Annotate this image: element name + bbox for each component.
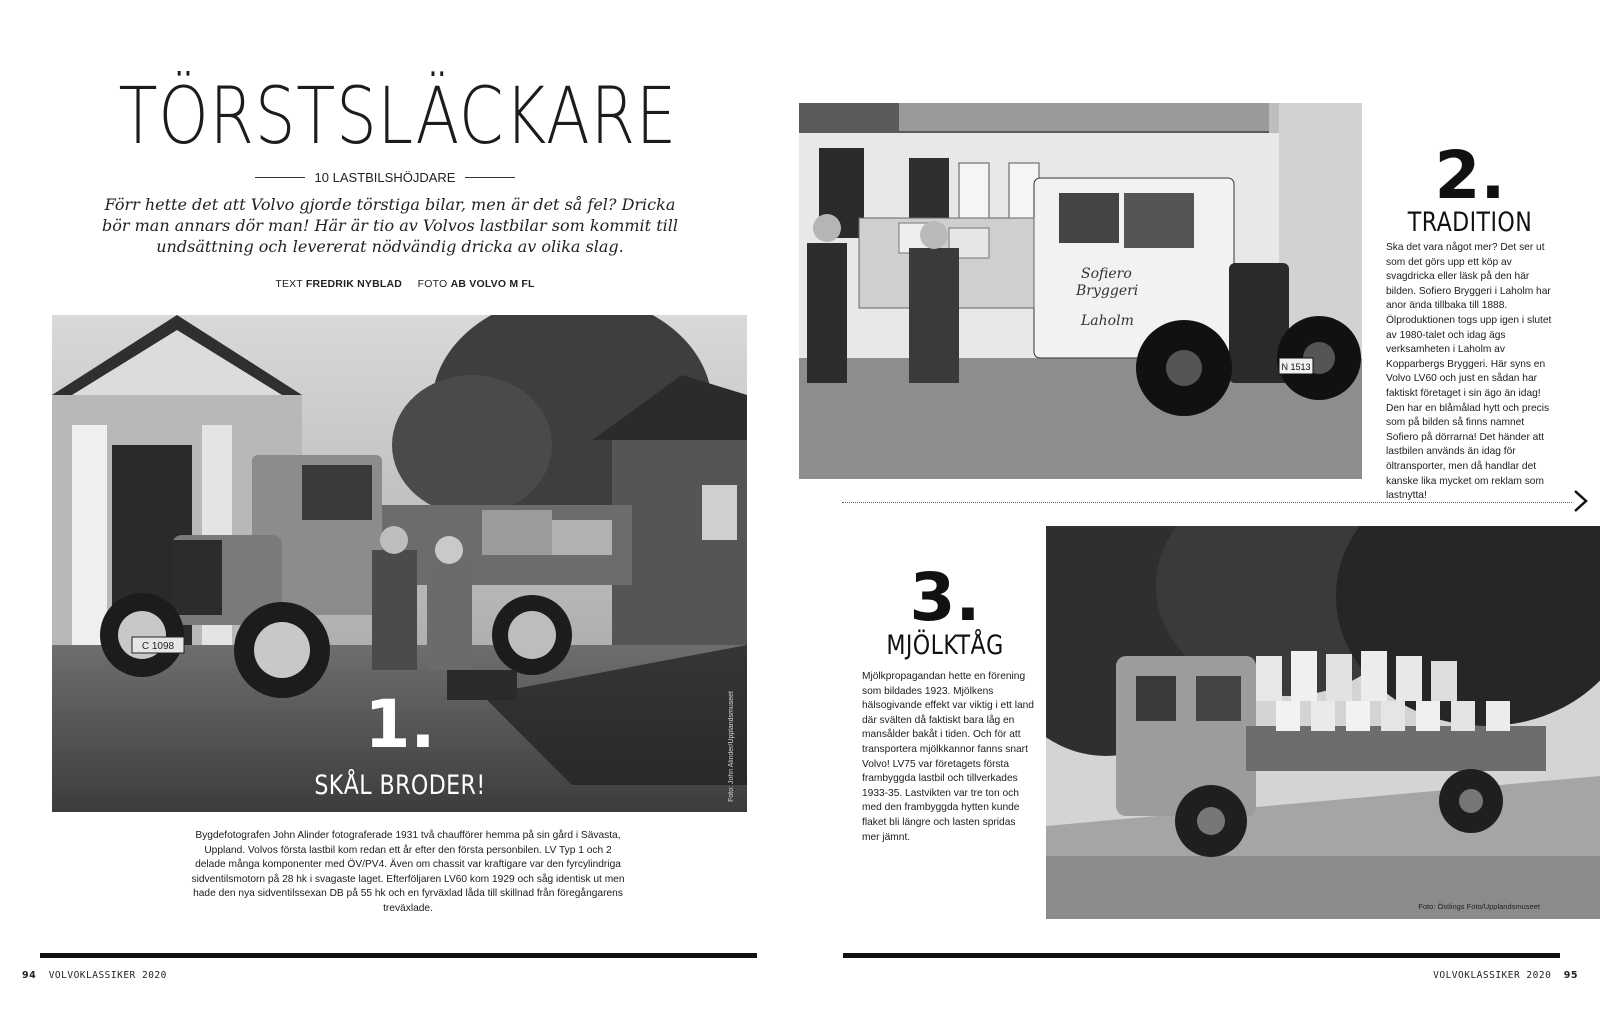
kicker-rule-left [255,177,305,178]
item-2-body: Ska det vara något mer? Det ser ut som det görs upp ett köp av svagdricka eller läsk på den här bilden. Sofiero Bryggeri i Laholm har anor ända tillbaka till 1888. Ölproduktionen togs upp igen i slutet av 1980-talet och idag ägs verksamheten i Laholm av Kopparbergs Bryggeri. Här syns en Volvo LV60 och just en sådan har faktiskt företaget i sin ägo än idag! Den har en blåmålad hytt och precis som på bilden så finns namnet Sofiero på dörrarna! Det händer att lastbilen används än idag för öltransporter, men då handlar det kanske lika mycket om reklam som lastnytta! [1386,242,1552,502]
door-text-3: Laholm [1081,313,1134,329]
door-text-2: Bryggeri [1076,283,1139,299]
footer-rule-right [843,953,1560,958]
item-3-heading: MJÖLKTÅG [886,630,1004,661]
item-2-number: 2. [1434,137,1506,214]
section-divider [842,502,1572,503]
photo-tradition [799,103,1362,479]
item-1-number: 1. [364,686,436,763]
byline-photographer: AB VOLVO M FL [450,278,535,290]
door-text-1: Sofiero [1081,266,1132,282]
magazine-name-left: VOLVOKLASSIKER 2020 [48,970,167,981]
photo-2-plate: N 1513 [1281,362,1311,372]
page-number-right: 95 [1563,970,1578,981]
photo-3-credit: Foto: Östlings Foto/Upplandsmuseet [1418,902,1540,911]
kicker-rule-right [465,177,515,178]
kicker-text: 10 LASTBILSHÖJDARE [314,170,456,185]
footer-rule-left [40,953,757,958]
page-number-left: 94 [22,970,37,981]
kicker [200,170,570,185]
photo-1-plate: C 1098 [141,641,175,652]
item-3-number: 3. [909,559,981,636]
magazine-name-right: VOLVOKLASSIKER 2020 [1433,970,1552,981]
item-1-heading: SKÅL BRODER! [314,770,486,801]
folio-left [22,970,167,981]
photo-1-credit: Foto: John Alinder/Upplandsmuseet [728,691,735,802]
item-3-body: Mjölkpropagandan hette en förening som bildades 1923. Mjölkens hälsogivande effekt var viktig i ett land där svälten då faktiskt bara låg en mansålder bakåt i tiden. Och för att transportera mjölkkannor fanns snart Volvo! LV75 var företagets första frambyggda lastbil och tillverkades 1933-35. Lastvikten var tre ton och med den frambyggda hytten kunde flaket bli längre och lasten spridas mer jämnt. [862,671,1034,843]
item-1-body: Bygdefotografen John Alinder fotograferade 1931 två chaufförer hemma på sin gård i Sävasta, Uppland. Volvos första lastbil kom redan ett år efter den första personbilen. LV Typ 1 och 2 delade många komponenter med ÖV/PV4. Även om chassit var kraftigare var den fyrcylindriga sidventilsmotorn på 28 hk i svagaste laget. Efterföljaren LV60 kom 1929 och såg identisk ut men hade den nya sidventilssexan DB på 55 hk och en fyrväxlad låda till skillnad från föregångarens treväxlade. [191,830,625,914]
byline [180,278,630,290]
lead-paragraph: Förr hette det att Volvo gjorde törstiga bilar, men är det så fel? Dricka bör man annars dör man! Här är tio av Volvos lastbilar som kommit till undsättning och levererat nödvändig dricka av olika slag. [102,195,678,256]
byline-text-label: TEXT [275,278,303,290]
article-title: TÖRSTSLÄCKARE [118,72,678,162]
byline-photo-label: FOTO [417,278,448,290]
photo-2-illustration [799,103,1362,479]
byline-author: FREDRIK NYBLAD [305,278,403,290]
chevron-right-icon[interactable] [1570,488,1592,514]
photo-3-illustration [1046,526,1600,919]
folio-right [1433,970,1578,981]
item-2-heading: TRADITION [1407,207,1533,238]
photo-mjolktag [1046,526,1600,919]
